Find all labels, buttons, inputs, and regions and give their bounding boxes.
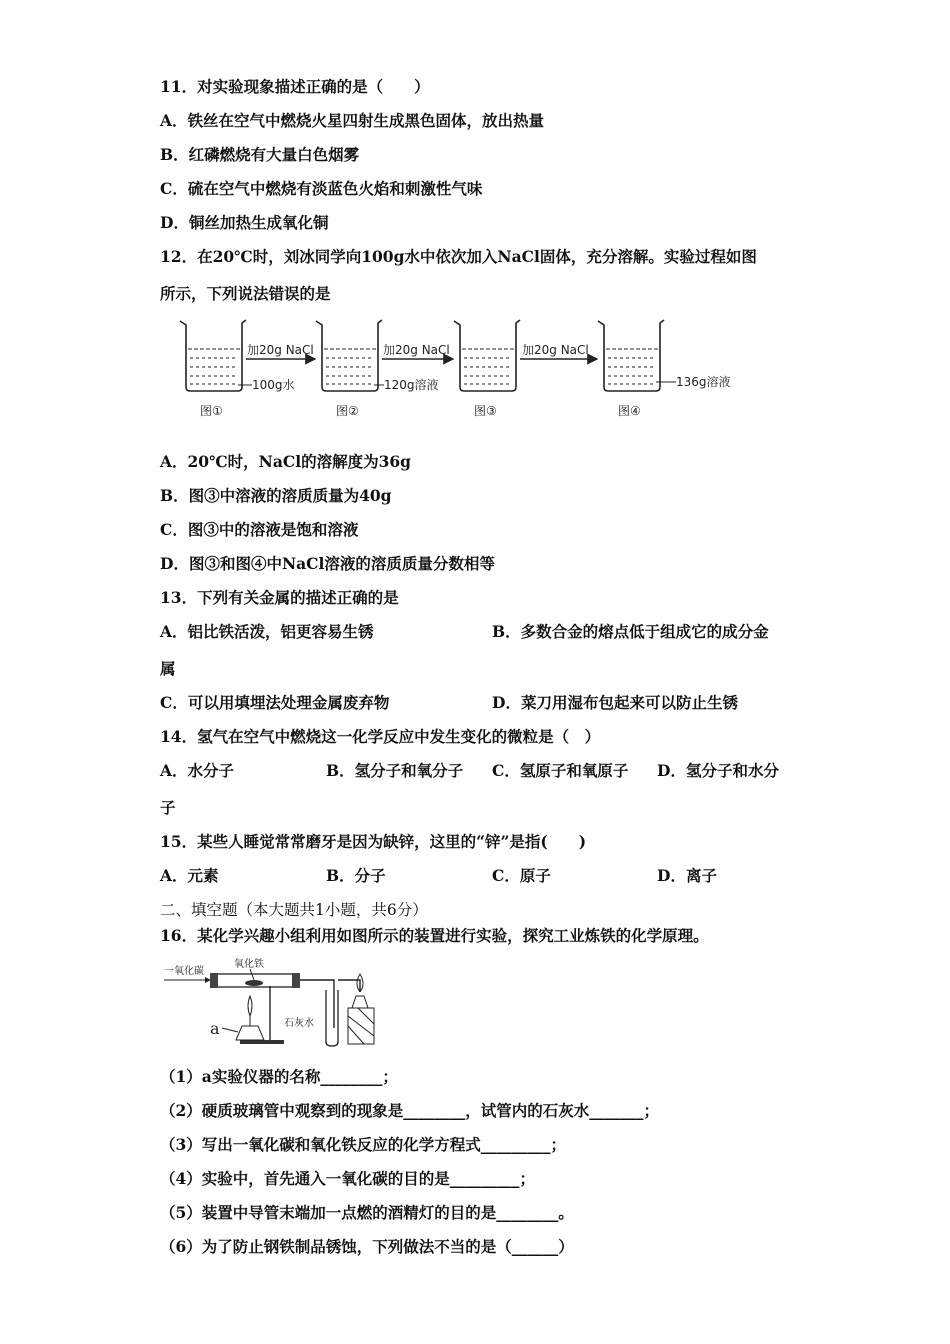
q11-option-a: A．铁丝在空气中燃烧火星四射生成黑色固体，放出热量	[160, 111, 545, 130]
q16-sub5: （5）装置中导管末端加一点燃的酒精灯的目的是________。	[160, 1203, 574, 1222]
q16-stem: 16．某化学兴趣小组利用如图所示的装置进行实验，探究工业炼铁的化学原理。	[160, 926, 709, 945]
q14-option-a: A．水分子	[160, 761, 235, 780]
q12-option-a: A．20℃时，NaCl的溶解度为36g	[160, 452, 412, 471]
q14-stem: 14．氢气在空气中燃烧这一化学反应中发生变化的微粒是（ ）	[160, 727, 601, 746]
q13-option-b: B．多数合金的熔点低于组成它的成分金	[492, 622, 769, 641]
q13-option-d: D．菜刀用湿布包起来可以防止生锈	[492, 693, 738, 712]
label-sol2: 120g溶液	[384, 378, 439, 392]
label-water: 100g水	[252, 378, 295, 392]
q14-option-b: B．氢分子和氧分子	[326, 761, 464, 780]
a-label: a	[210, 1019, 220, 1038]
q14-option-d-wrap: 子	[160, 798, 176, 817]
q15-option-c: C．原子	[492, 866, 551, 885]
caption-4: 图④	[618, 404, 641, 418]
q16-sub2: （2）硬质玻璃管中观察到的现象是________，试管内的石灰水_______；	[160, 1101, 660, 1120]
q15-option-a: A．元素	[160, 866, 219, 885]
add-label-1: 加20g NaCl	[247, 343, 314, 357]
beaker-1	[180, 320, 246, 391]
caption-2: 图②	[336, 404, 359, 418]
add-label-2: 加20g NaCl	[383, 343, 450, 357]
label-sol4: 136g溶液	[676, 375, 731, 389]
beaker-2	[316, 320, 382, 391]
q11-option-c: C．硫在空气中燃烧有淡蓝色火焰和刺激性气味	[160, 179, 483, 198]
q12-option-b: B．图③中溶液的溶质质量为40g	[160, 486, 392, 505]
q13-option-a: A．铝比铁活泼，铝更容易生锈	[160, 622, 374, 641]
q13-option-c: C．可以用填埋法处理金属废弃物	[160, 693, 390, 712]
add-label-3: 加20g NaCl	[522, 343, 589, 357]
q12-option-c: C．图③中的溶液是饱和溶液	[160, 520, 359, 539]
caption-3: 图③	[474, 404, 497, 418]
q16-sub3: （3）写出一氧化碳和氧化铁反应的化学方程式_________；	[160, 1135, 567, 1154]
q15-option-d: D．离子	[657, 866, 717, 885]
beaker-4	[598, 320, 664, 391]
beaker-3	[454, 320, 520, 391]
q12-beaker-figure	[170, 315, 750, 425]
caption-1: 图①	[200, 404, 223, 418]
section-2-heading: 二、填空题（本大题共1小题，共6分）	[160, 901, 428, 919]
q16-sub1: （1）a实验仪器的名称________；	[160, 1067, 398, 1086]
q11-option-b: B．红磷燃烧有大量白色烟雾	[160, 145, 360, 164]
co-label: 一氧化碳	[164, 966, 204, 977]
q14-option-c: C．氢原子和氧原子	[492, 761, 629, 780]
q16-sub4: （4）实验中，首先通入一氧化碳的目的是_________；	[160, 1169, 536, 1188]
q12-option-d: D．图③和图④中NaCl溶液的溶质质量分数相等	[160, 554, 495, 573]
limewater-label: 石灰水	[284, 1018, 314, 1029]
q15-option-b: B．分子	[326, 866, 386, 885]
q11-stem: 11．对实验现象描述正确的是（ ）	[160, 77, 430, 96]
fe2o3-label: 氧化铁	[234, 959, 264, 970]
q12-stem-line2: 所示，下列说法错误的是	[160, 284, 331, 303]
q14-option-d: D．氢分子和水分	[657, 761, 779, 780]
q16-apparatus-figure	[162, 956, 392, 1048]
q16-sub6: （6）为了防止钢铁制品锈蚀，下列做法不当的是（______）	[160, 1237, 574, 1256]
q13-stem: 13．下列有关金属的描述正确的是	[160, 588, 399, 607]
q11-option-d: D．铜丝加热生成氧化铜	[160, 213, 329, 232]
q12-stem-line1: 12．在20℃时，刘冰同学向100g水中依次加入NaCl固体，充分溶解。实验过程如图	[160, 247, 757, 266]
q15-stem: 15．某些人睡觉常常磨牙是因为缺锌，这里的“锌”是指( )	[160, 832, 587, 851]
q13-option-b-wrap: 属	[160, 659, 176, 678]
test-tube	[326, 990, 338, 1046]
